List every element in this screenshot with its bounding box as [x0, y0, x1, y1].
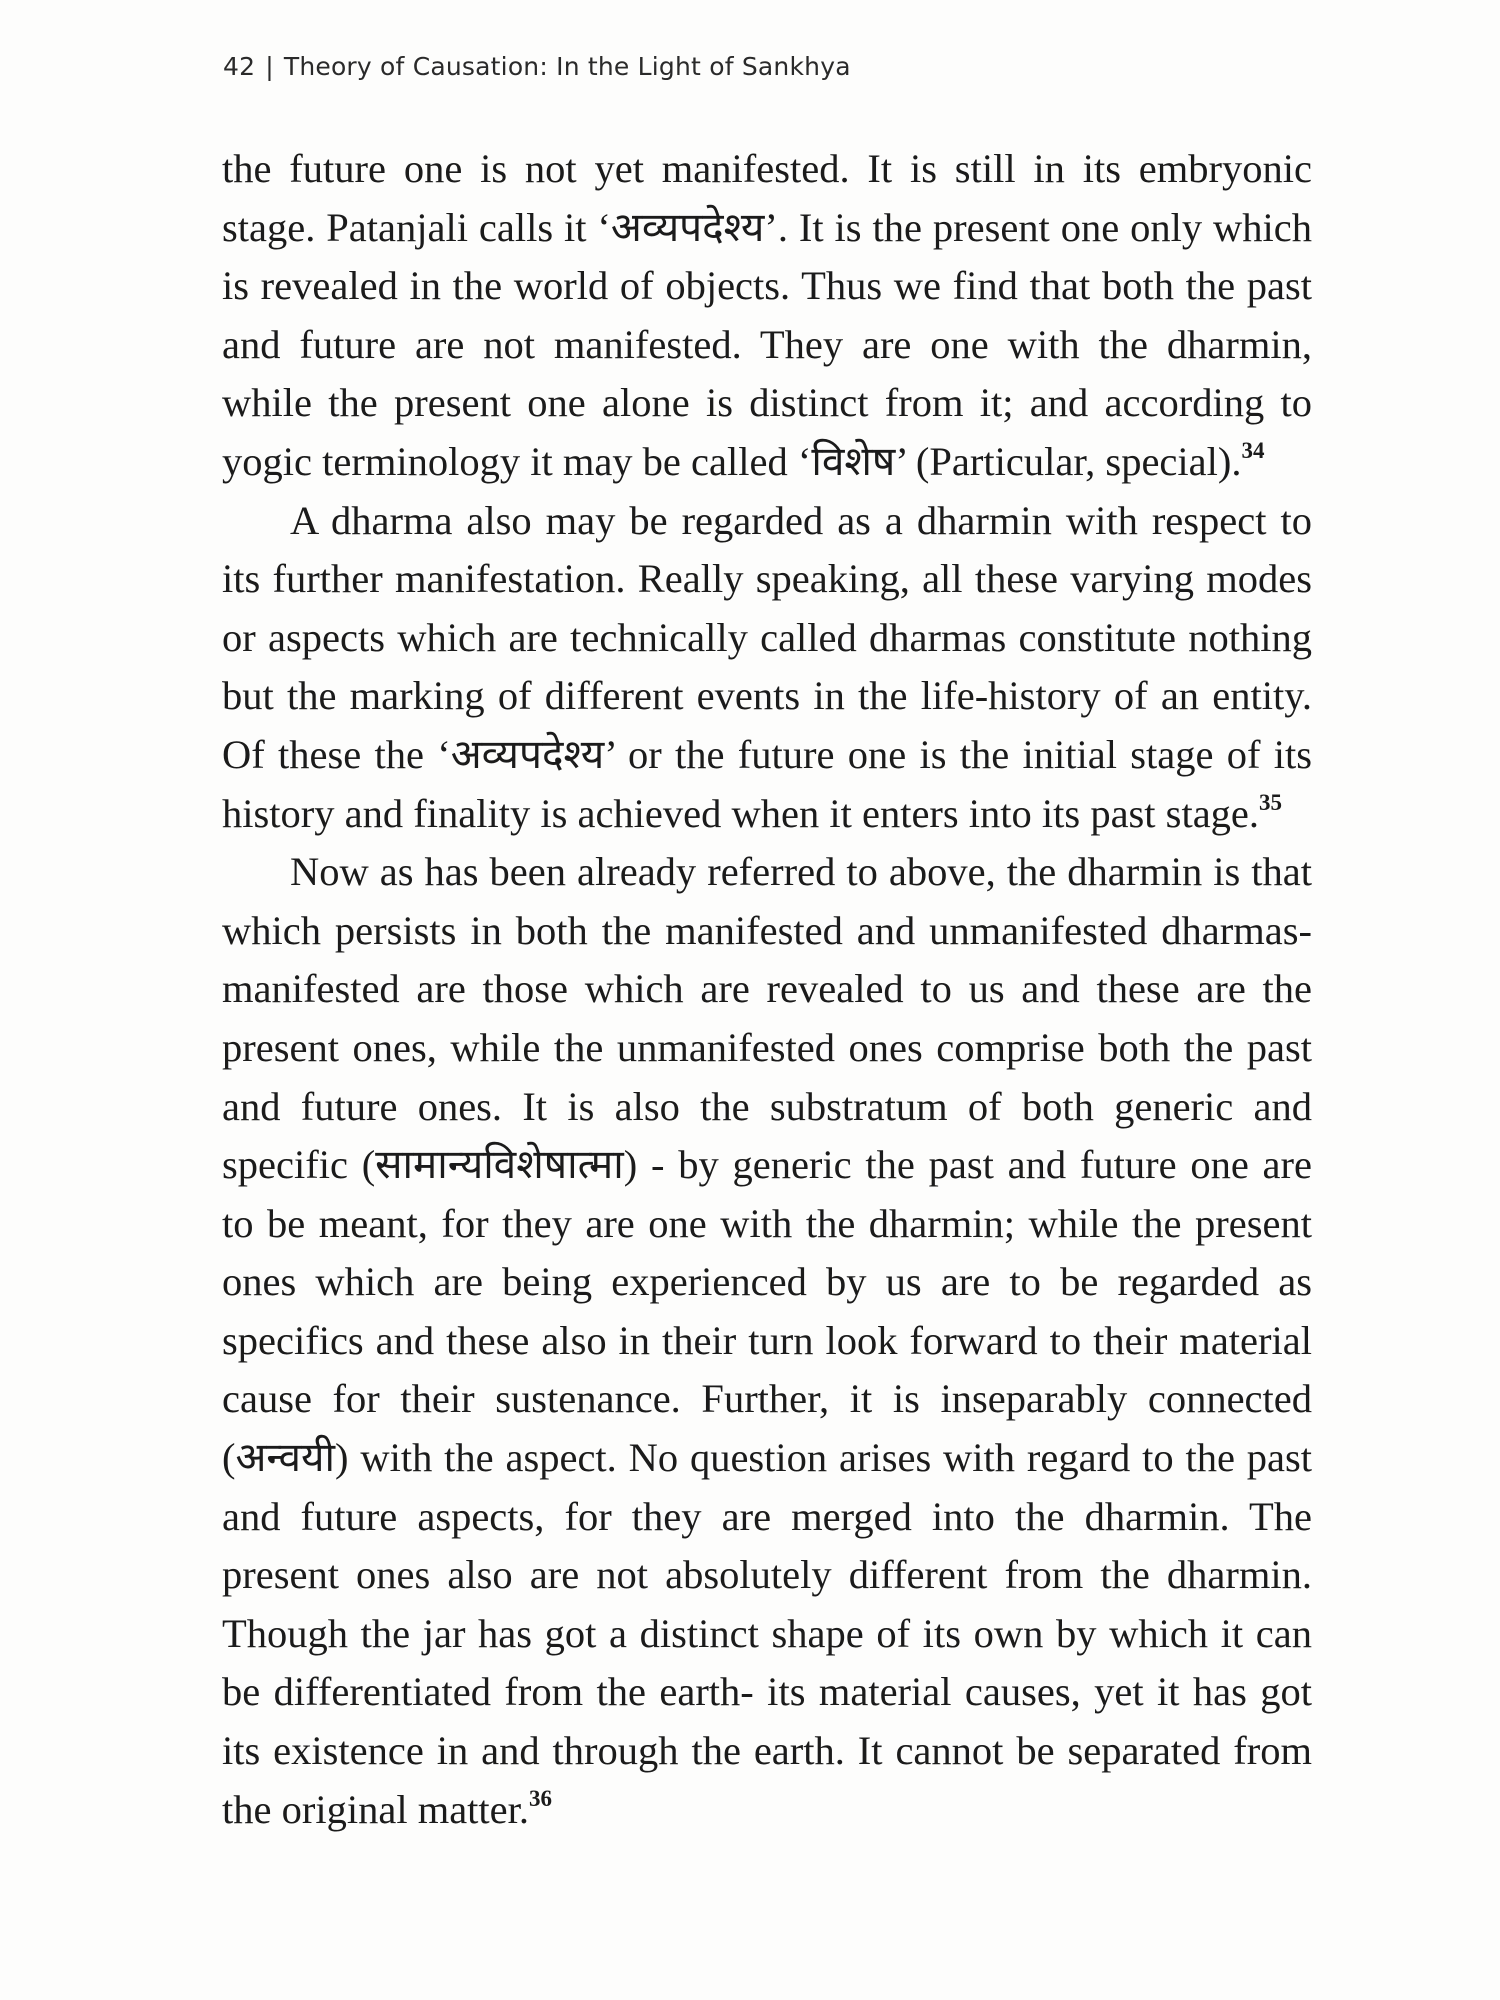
footnote-ref: 34	[1241, 437, 1265, 463]
running-title: Theory of Causation: In the Light of Sankhya	[283, 52, 851, 81]
paragraph-text: the future one is not yet manifested. It is still in its embryonic stage. Patanjali calls it ‘अव्यपदेश्य’. It is the present one only which is revealed in the world of objects. Thus we find that both the past and future are not manifested. They are one with the dharmin, while the present one alone is distinct from it; and according to yogic terminology it may be called ‘विशेष’ (Particular, special).	[222, 146, 1312, 484]
page-number: 42	[223, 52, 256, 81]
paragraph-text: A dharma also may be regarded as a dharmin with respect to its further manifestation. Really speaking, all these varying modes or aspects which are technically called dharmas constitute nothing but the marking of different events in the life-history of an entity. Of these the ‘अव्यपदेश्य’ or the future one is the initial stage of its history and finality is achieved when it enters into its past stage.	[222, 497, 1312, 836]
paragraph-text: Now as has been already referred to above, the dharmin is that which persists in both the manifested and unmanifested dharmas- manifested are those which are revealed to us and these are the present ones, while the unmanifested ones comprise both the past and future ones. It is also the substratum of both generic and specific (सामान्यविशेषात्मा) - by generic the past and future one are to be meant, for they are one with the dharmin; while the present ones which are being experienced by us are to be regarded as specifics and these also in their turn look forward to their material cause for their sustenance. Further, it is inseparably connected (अन्वयी) with the aspect. No question arises with regard to the past and future aspects, for they are merged into the dharmin. The present ones also are not absolutely different from the dharmin. Though the jar has got a distinct shape of its own by which it can be differentiated from the earth- its material causes, yet it has got its existence in and through the earth. It cannot be separated from the original matter.	[222, 849, 1312, 1832]
footnote-ref: 36	[529, 1785, 553, 1811]
paragraph	[222, 843, 1312, 1839]
header-separator: |	[265, 52, 274, 81]
footnote-ref: 35	[1259, 789, 1283, 815]
paragraph-continued	[222, 140, 1312, 492]
paragraph	[222, 492, 1312, 844]
body-text	[222, 140, 1312, 1839]
running-head	[223, 52, 851, 81]
